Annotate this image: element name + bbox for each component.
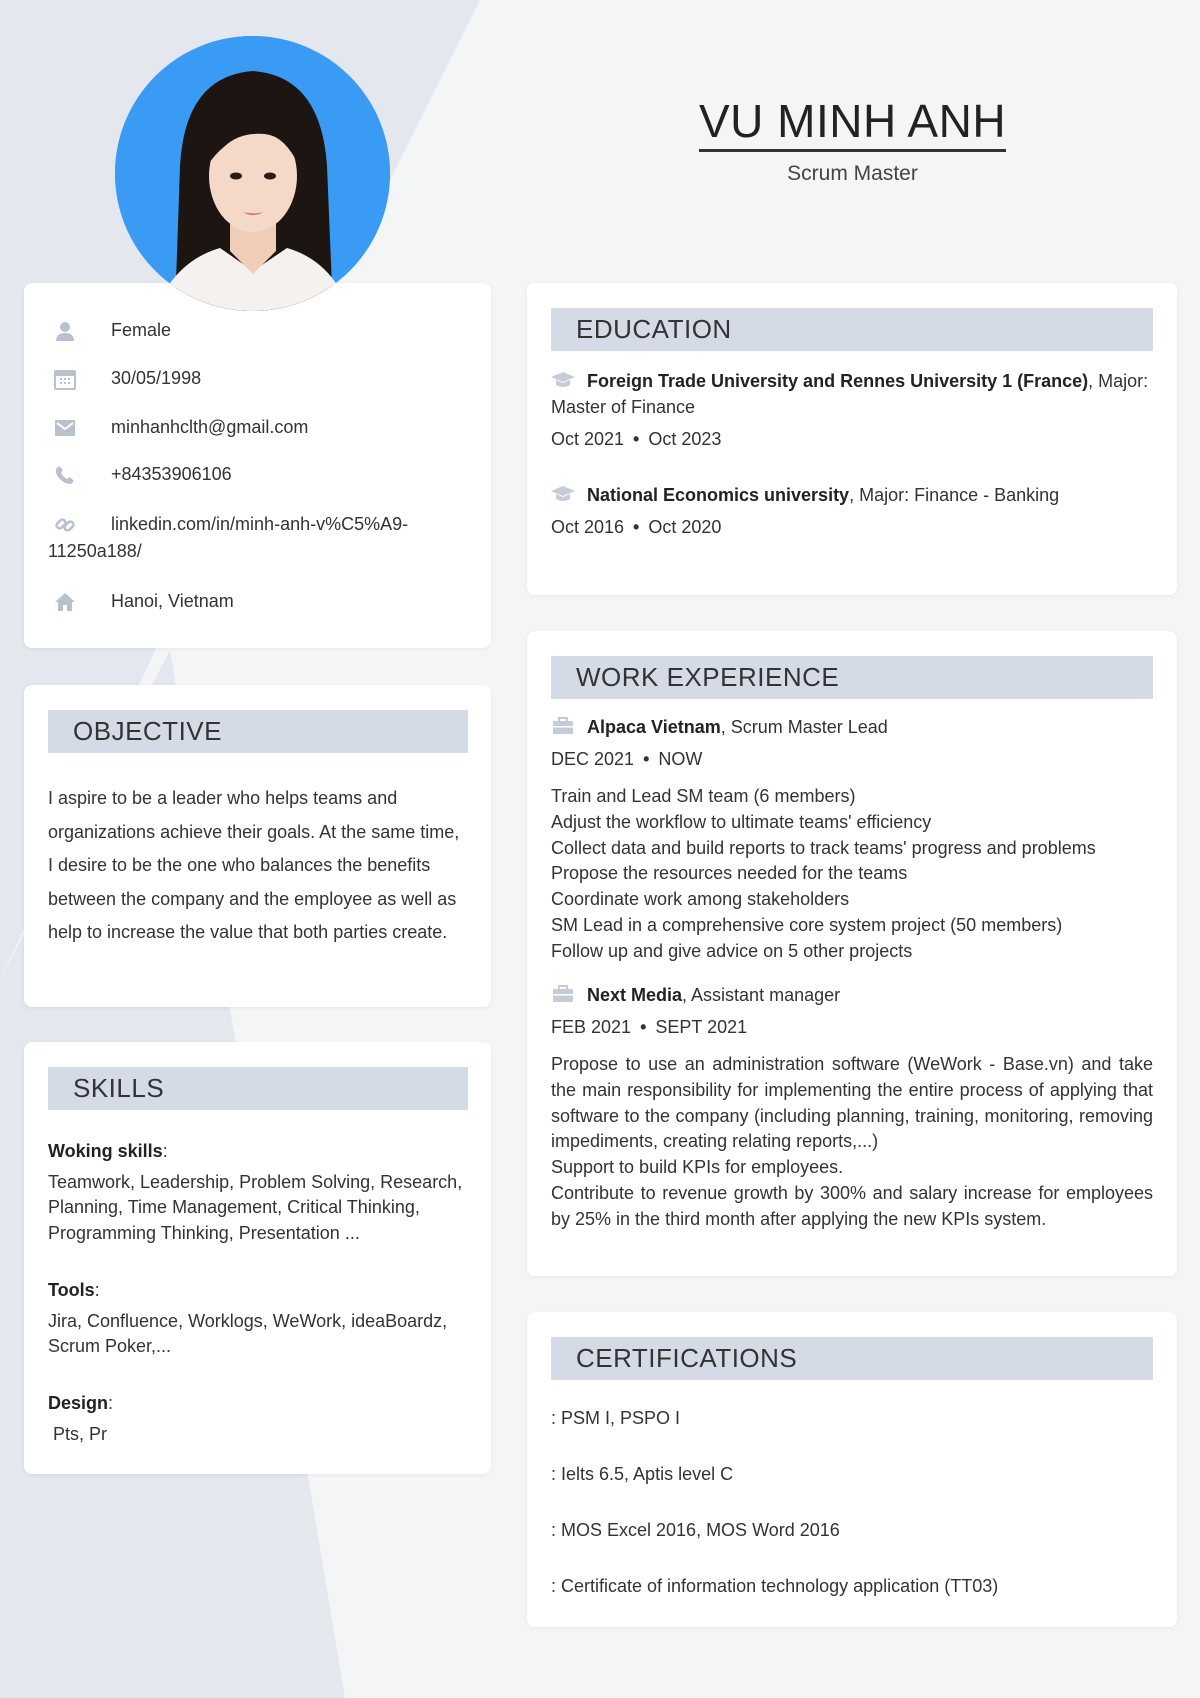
certifications-heading: CERTIFICATIONS: [551, 1337, 1153, 1380]
job-position: , Scrum Master Lead: [720, 717, 888, 737]
job-description: [551, 1052, 1153, 1233]
school-major: , Major: Master of Finance: [551, 371, 1149, 417]
date-start: FEB 2021: [551, 1017, 632, 1037]
location-row: [54, 588, 234, 615]
date-start: Oct 2021: [551, 429, 625, 449]
briefcase-icon: [551, 717, 575, 735]
responsibility-line: Follow up and give advice on 5 other projects: [551, 940, 913, 961]
company-name: Next Media: [587, 985, 683, 1005]
envelope-icon: [54, 417, 76, 439]
education-card: [527, 283, 1177, 595]
education-dates: [551, 426, 1153, 452]
responsibility-line: Collect data and build reports to track teams' progress and problems: [551, 837, 1096, 858]
calendar-icon: [54, 368, 76, 390]
description-paragraph: Support to build KPIs for employees.: [551, 1157, 844, 1178]
certification-item: : PSM I, PSPO I: [551, 1408, 681, 1428]
portrait-illustration: [115, 36, 390, 311]
responsibility-line: Propose the resources needed for the teams: [551, 863, 908, 884]
education-dates: [551, 514, 1153, 540]
linkedin-row: [48, 511, 468, 565]
skills-heading: SKILLS: [48, 1067, 468, 1110]
phone-row: [54, 461, 232, 488]
graduation-cap-icon: [551, 371, 575, 389]
skill-group-value: Teamwork, Leadership, Problem Solving, Research, Planning, Time Management, Critical Thinking, Programming Thinking, Presentation ...: [48, 1171, 463, 1243]
skill-group-tools: Tools: Jira, Confluence, Worklogs, WeWork, ideaBoardz, Scrum Poker,...: [48, 1278, 468, 1360]
skill-group-label: Woking skills: [48, 1141, 163, 1161]
date-end: Oct 2020: [648, 517, 722, 537]
certification-item: : Ielts 6.5, Aptis level C: [551, 1464, 734, 1484]
personal-info-card: [24, 283, 491, 648]
school-major: , Major: Finance - Banking: [849, 485, 1060, 505]
school-name: National Economics university: [587, 485, 850, 505]
certification-item: : Certificate of information technology application (TT03): [551, 1576, 999, 1596]
birthdate-text: 30/05/1998: [111, 368, 202, 388]
date-start: Oct 2016: [551, 517, 625, 537]
job-dates: [551, 1014, 1153, 1040]
briefcase-icon: [551, 985, 575, 1003]
resume-header: [560, 95, 1145, 186]
objective-text: I aspire to be a leader who helps teams and organizations achieve their goals. At the same time, I desire to be the one who balances the benefits between the company and the employee as well as help to increase the value that both parties create.: [48, 788, 460, 942]
company-name: Alpaca Vietnam: [587, 717, 721, 737]
job-item: [551, 714, 1153, 965]
phone-text: +84353906106: [111, 464, 232, 484]
school-name: Foreign Trade University and Rennes University 1 (France): [587, 371, 1089, 391]
work-heading: WORK EXPERIENCE: [551, 656, 1153, 699]
date-end: Oct 2023: [648, 429, 722, 449]
date-end: SEPT 2021: [655, 1017, 748, 1037]
job-responsibilities: [551, 784, 1153, 965]
skill-group-working: Woking skills: Teamwork, Leadership, Problem Solving, Research, Planning, Time Management, Critical Thinking, Programming Thinking, Presentation ...: [48, 1139, 468, 1246]
gender-row: [54, 317, 171, 344]
date-separator: •: [643, 749, 650, 769]
date-start: DEC 2021: [551, 749, 635, 769]
work-experience-card: [527, 631, 1177, 1276]
email-link[interactable]: minhanhclth@gmail.com: [111, 417, 309, 437]
skill-group-value: Jira, Confluence, Worklogs, WeWork, ideaBoardz, Scrum Poker,...: [48, 1310, 448, 1356]
skill-group-label: Tools: [48, 1280, 95, 1300]
job-dates: [551, 746, 1153, 772]
date-separator: •: [640, 1017, 647, 1037]
date-separator: •: [633, 517, 640, 537]
responsibility-line: SM Lead in a comprehensive core system project (50 members): [551, 914, 1063, 935]
birthdate-row: [54, 365, 201, 392]
certifications-card: [527, 1312, 1177, 1627]
date-end: NOW: [658, 749, 703, 769]
education-item: [551, 368, 1153, 452]
description-paragraph: Contribute to revenue growth by 300% and salary increase for employees by 25% in the third month after applying the new KPIs system.: [551, 1182, 1153, 1229]
linkedin-link[interactable]: linkedin.com/in/minh-anh-v%C5%A9-11250a188/: [48, 514, 409, 561]
responsibility-line: Adjust the workflow to ultimate teams' efficiency: [551, 811, 932, 832]
responsibility-line: Train and Lead SM team (6 members): [551, 786, 856, 806]
education-heading: EDUCATION: [551, 308, 1153, 351]
job-item: [551, 982, 1153, 1233]
phone-icon: [54, 464, 76, 486]
job-title: Scrum Master: [787, 162, 918, 185]
skills-card: [24, 1042, 491, 1474]
description-paragraph: Propose to use an administration software (WeWork - Base.vn) and take the main responsibility for implementing the entire process of applying that software to the company (including planning, training, monitoring, removing impediments, creating relating reports,...): [551, 1054, 1153, 1152]
job-position: , Assistant manager: [682, 985, 841, 1005]
objective-card: [24, 685, 491, 1007]
skill-group-label: Design: [48, 1393, 109, 1413]
location-text: Hanoi, Vietnam: [111, 591, 234, 611]
email-row: [54, 414, 308, 441]
profile-photo: [115, 36, 390, 311]
date-separator: •: [633, 429, 640, 449]
graduation-cap-icon: [551, 485, 575, 503]
responsibility-line: Coordinate work among stakeholders: [551, 889, 850, 910]
home-icon: [54, 591, 76, 613]
education-item: [551, 482, 1153, 540]
skill-group-value: Pts, Pr: [53, 1423, 108, 1444]
link-icon: [54, 514, 76, 536]
gender-text: Female: [111, 320, 172, 340]
person-name: VU MINH ANH: [699, 95, 1006, 152]
objective-heading: OBJECTIVE: [48, 710, 468, 753]
skill-group-design: Design: Pts, Pr: [48, 1391, 468, 1447]
user-icon: [54, 320, 76, 342]
certification-item: : MOS Excel 2016, MOS Word 2016: [551, 1520, 840, 1540]
